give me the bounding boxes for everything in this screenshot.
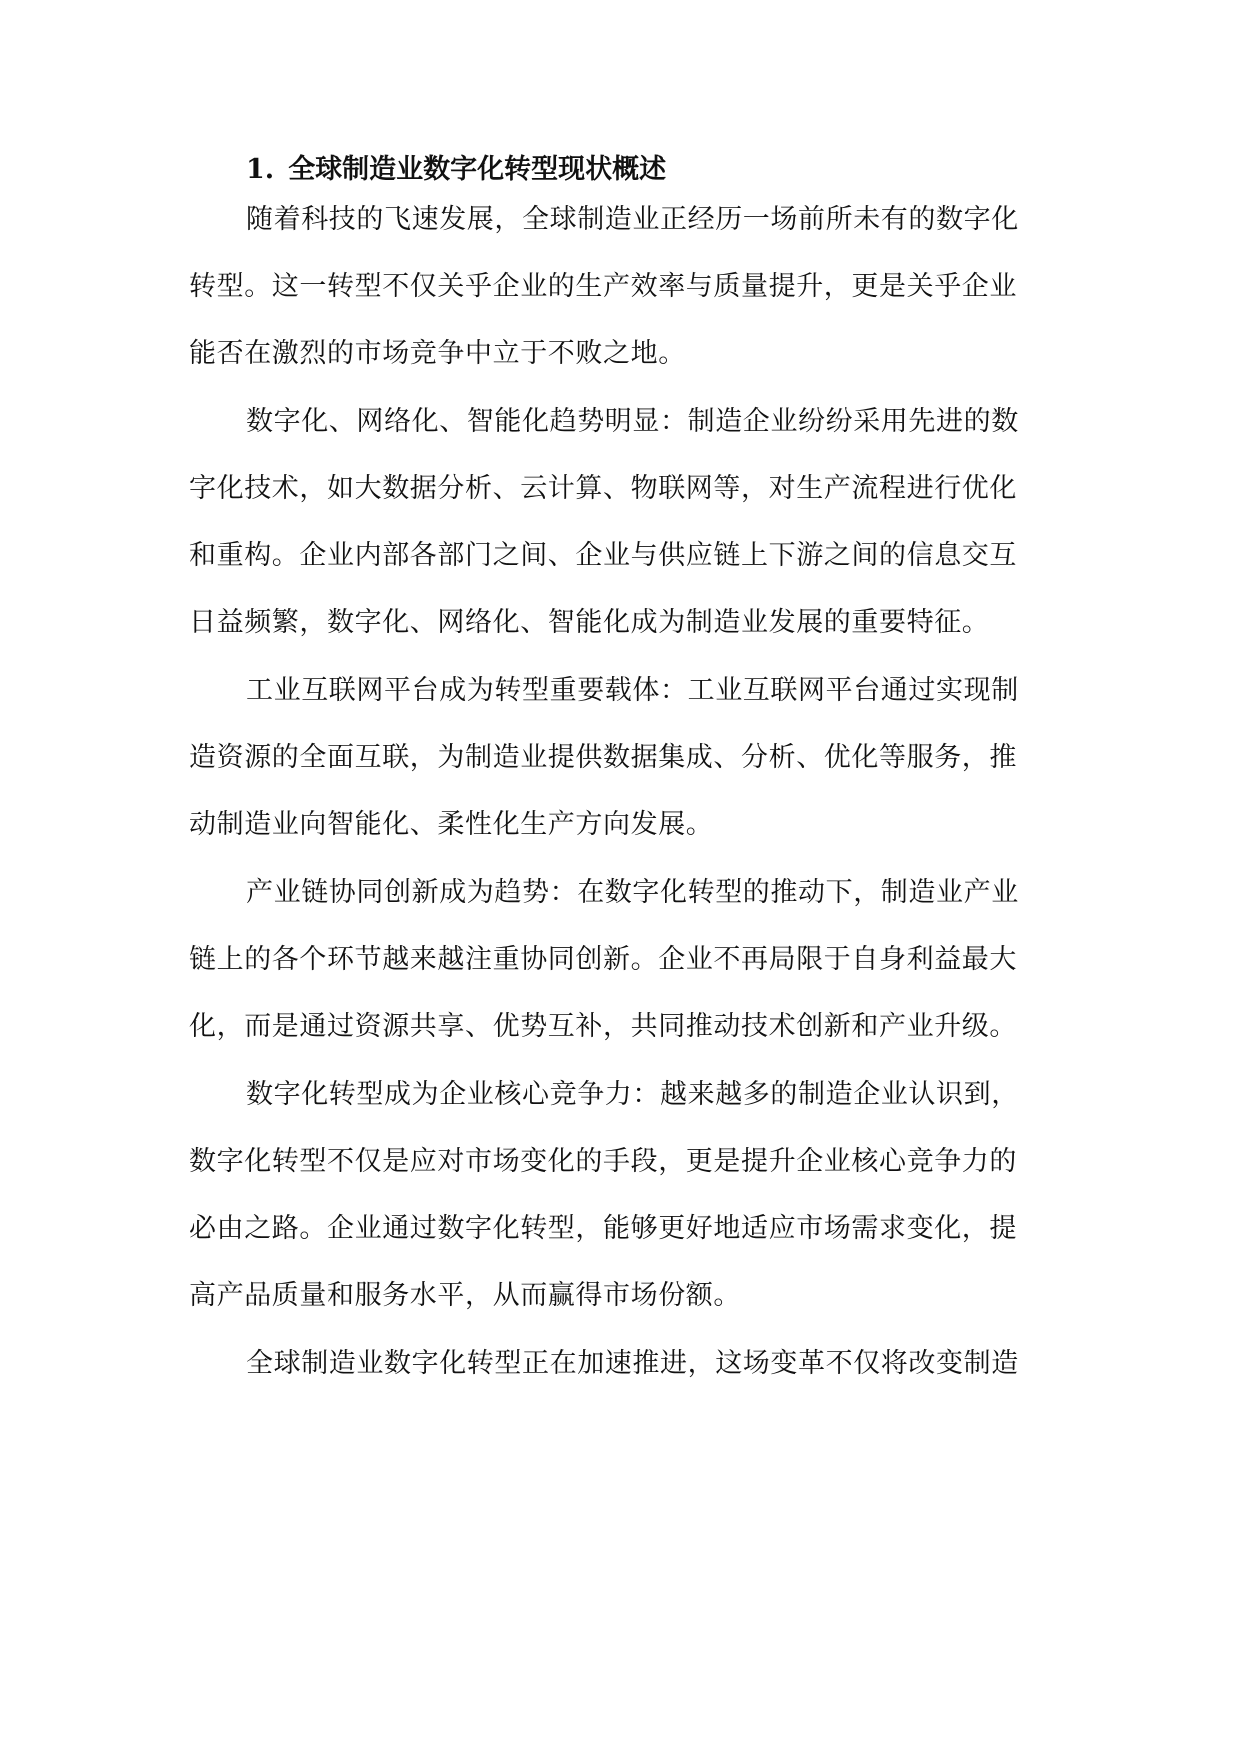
paragraph-line: 数字化转型不仅是应对市场变化的手段，更是提升企业核心竞争力的 — [189, 1146, 1017, 1177]
paragraph-line: 化，而是通过资源共享、优势互补，共同推动技术创新和产业升级。 — [189, 1011, 1017, 1042]
paragraph-line: 数字化转型成为企业核心竞争力：越来越多的制造企业认识到， — [246, 1079, 1019, 1110]
section-heading — [246, 150, 666, 190]
paragraph-line: 和重构。企业内部各部门之间、企业与供应链上下游之间的信息交互 — [189, 540, 1017, 571]
paragraph-line: 全球制造业数字化转型正在加速推进，这场变革不仅将改变制造 — [246, 1348, 1019, 1379]
paragraph-line: 转型。这一转型不仅关乎企业的生产效率与质量提升，更是关乎企业 — [189, 271, 1017, 302]
paragraph-line: 能否在激烈的市场竞争中立于不败之地。 — [189, 338, 686, 369]
paragraph-line: 随着科技的飞速发展，全球制造业正经历一场前所未有的数字化 — [246, 204, 1019, 235]
paragraph-line: 链上的各个环节越来越注重协同创新。企业不再局限于自身利益最大 — [189, 944, 1017, 975]
paragraph-line: 必由之路。企业通过数字化转型，能够更好地适应市场需求变化，提 — [189, 1213, 1017, 1244]
paragraph-line: 日益频繁，数字化、网络化、智能化成为制造业发展的重要特征。 — [189, 607, 990, 638]
paragraph-line: 数字化、网络化、智能化趋势明显：制造企业纷纷采用先进的数 — [246, 406, 1019, 437]
paragraph-line: 字化技术，如大数据分析、云计算、物联网等，对生产流程进行优化 — [189, 473, 1017, 504]
paragraph-line: 工业互联网平台成为转型重要载体：工业互联网平台通过实现制 — [246, 675, 1019, 706]
paragraph-line: 造资源的全面互联，为制造业提供数据集成、分析、优化等服务，推 — [189, 742, 1017, 773]
paragraph-line: 产业链协同创新成为趋势：在数字化转型的推动下，制造业产业 — [246, 877, 1019, 908]
paragraph-line: 高产品质量和服务水平，从而赢得市场份额。 — [189, 1280, 741, 1311]
section-number: 1. — [246, 154, 275, 185]
paragraph-line: 动制造业向智能化、柔性化生产方向发展。 — [189, 809, 714, 840]
section-title: 全球制造业数字化转型现状概述 — [288, 154, 667, 185]
